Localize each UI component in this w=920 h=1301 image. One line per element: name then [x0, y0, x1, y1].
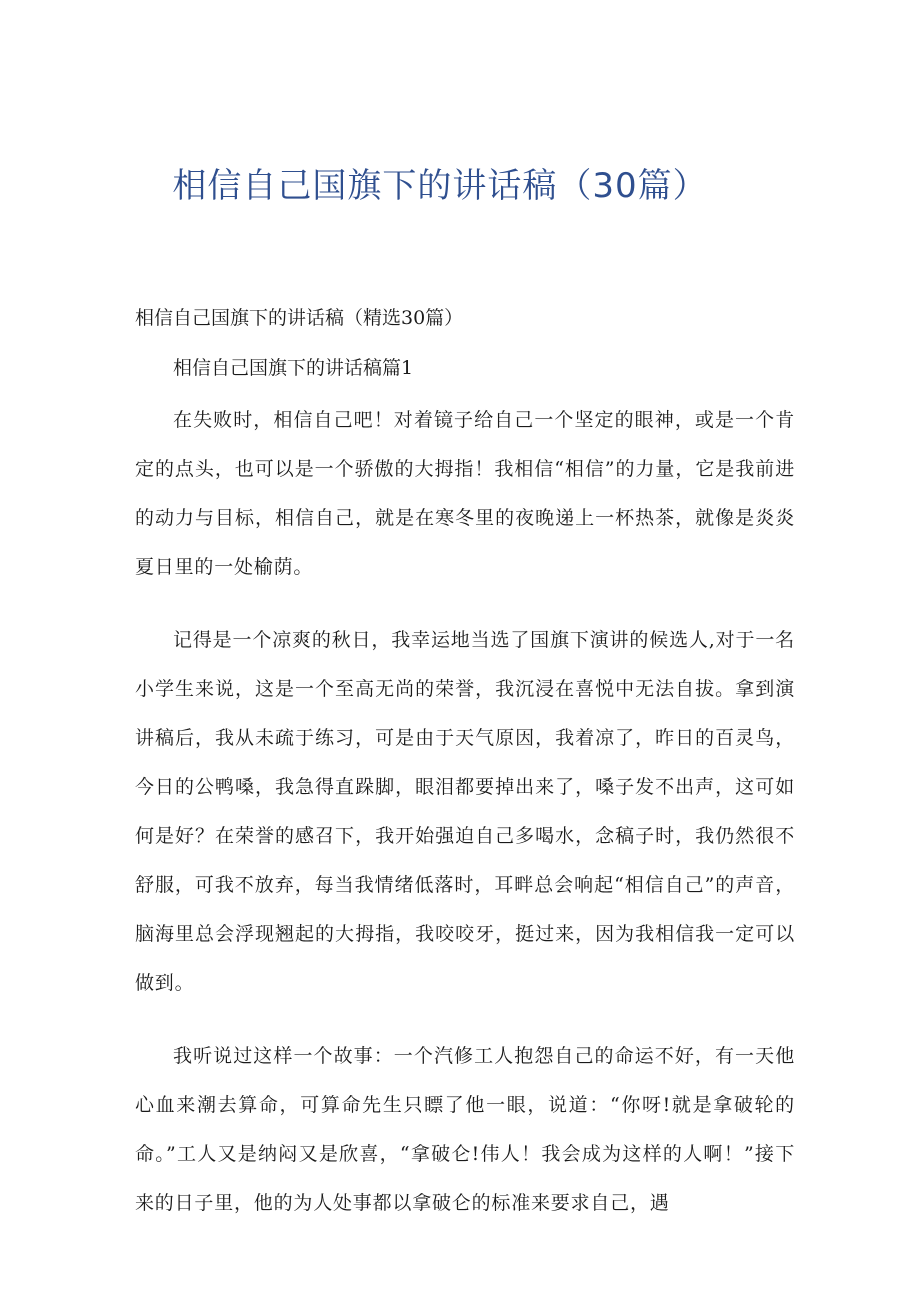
document-title: 相信自己国旗下的讲话稿（30篇） [172, 166, 708, 206]
document-subtitle: 相信自己国旗下的讲话稿（精选30篇） [135, 307, 464, 329]
paragraph-3: 我听说过这样一个故事：一个汽修工人抱怨自己的命运不好，有一天他心血来潮去算命，可算命先生只瞟了他一眼，说道：“你呀!就是拿破轮的命。”工人又是纳闷又是欣喜，“拿破仑!伟人！我会成为这样的人啊！”接下来的日子里，他的为人处事都以拿破仑的标准来要求自己，遇 [135, 1045, 795, 1214]
section-heading: 相信自己国旗下的讲话稿篇1 [173, 357, 414, 379]
paragraph-1: 在失败时，相信自己吧！对着镜子给自己一个坚定的眼神，或是一个肯定的点头，也可以是一个骄傲的大拇指！我相信“相信”的力量，它是我前进的动力与目标，相信自己，就是在寒冬里的夜晚递上一杯热茶，就像是炎炎夏日里的一处榆荫。 [135, 409, 795, 578]
document-body [135, 302, 795, 1252]
paragraph-2: 记得是一个凉爽的秋日，我幸运地当选了国旗下演讲的候选人,对于一名小学生来说，这是一个至高无尚的荣誉，我沉浸在喜悦中无法自拔。拿到演讲稿后，我从未疏于练习，可是由于天气原因，我着凉了，昨日的百灵鸟，今日的公鸭嗓，我急得直跺脚，眼泪都要掉出来了，嗓子发不出声，这可如何是好？在荣誉的感召下，我开始强迫自己多喝水，念稿子时，我仍然很不舒服，可我不放弃，每当我情绪低落时，耳畔总会响起“相信自己”的声音，脑海里总会浮现翘起的大拇指，我咬咬牙，挺过来，因为我相信我一定可以做到。 [135, 629, 795, 994]
